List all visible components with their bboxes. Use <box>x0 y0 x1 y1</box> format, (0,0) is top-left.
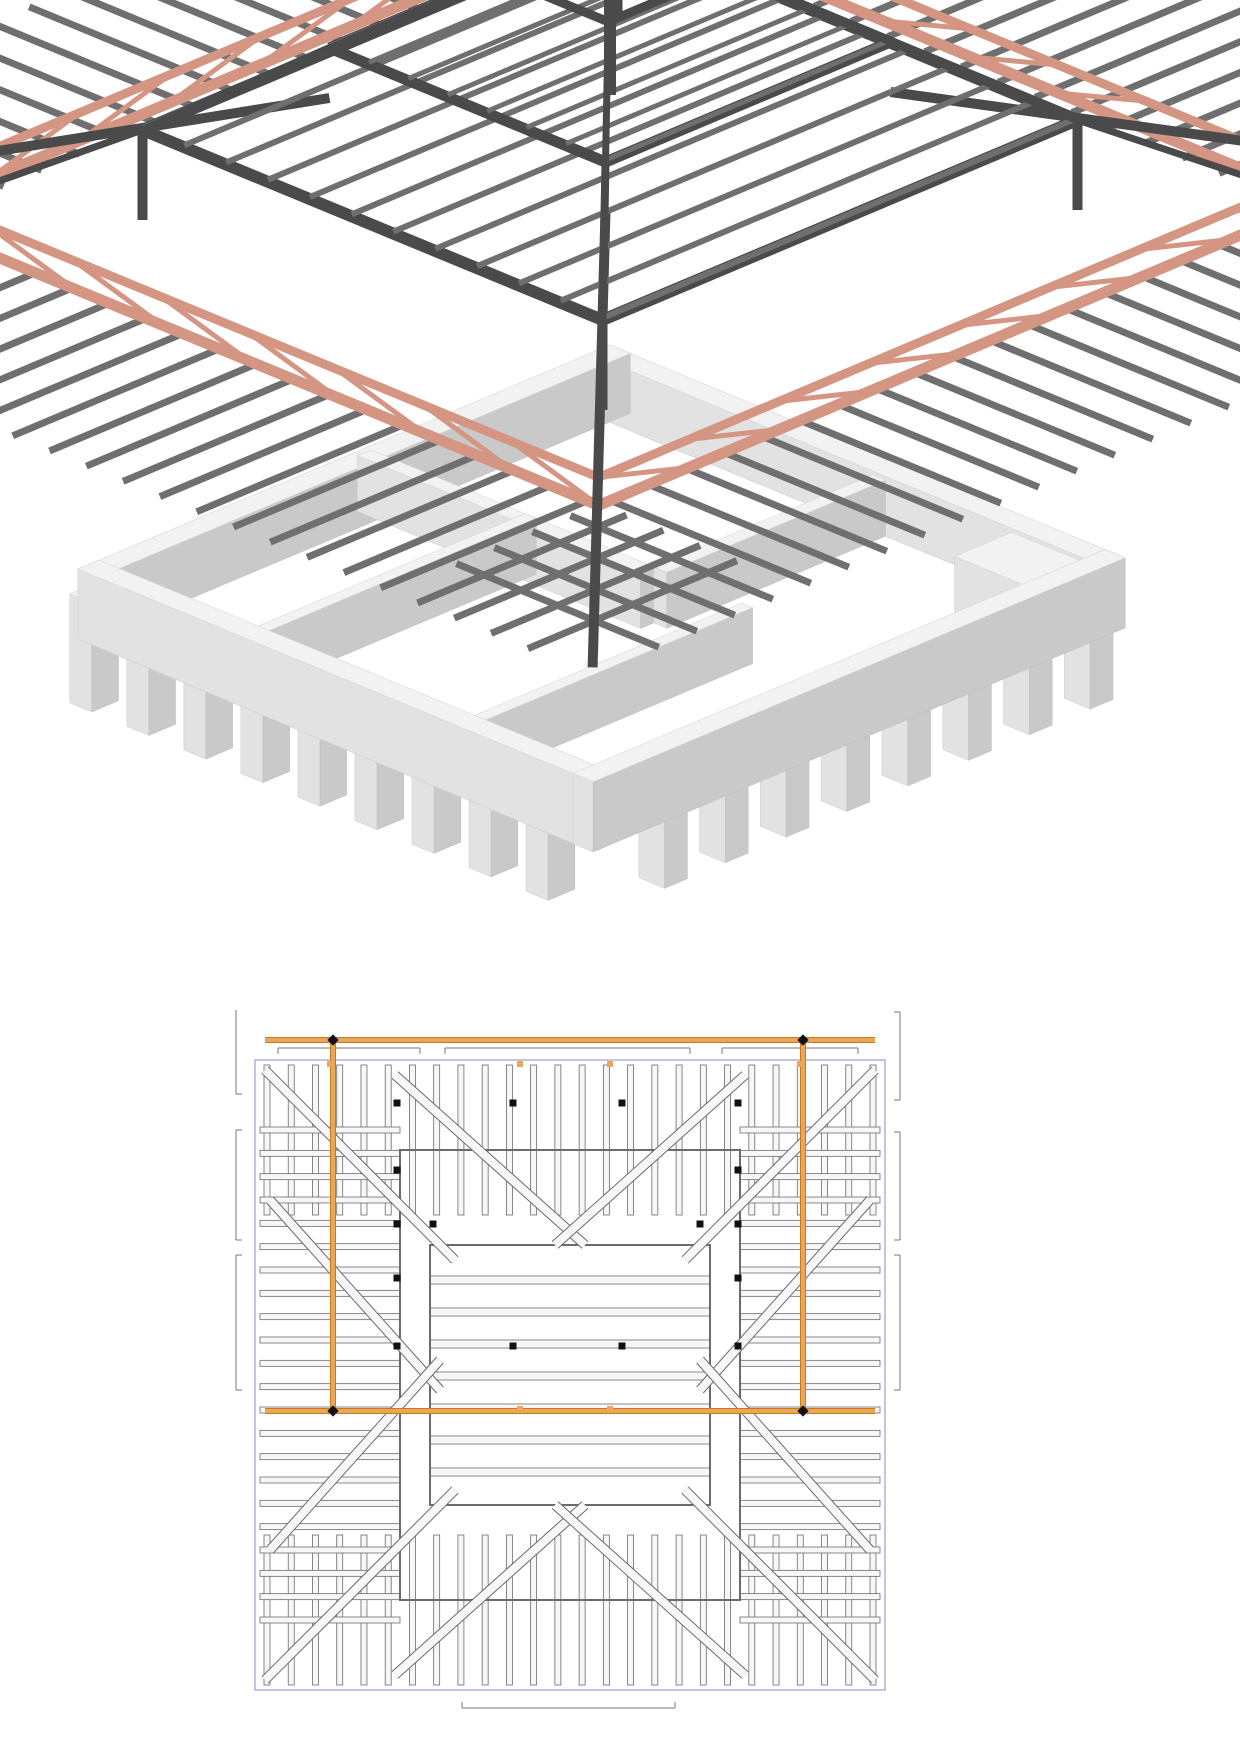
upper-strut <box>603 162 606 320</box>
interior-post <box>394 1167 401 1174</box>
dimension-bracket <box>894 1132 900 1240</box>
interior-post <box>394 1100 401 1107</box>
central-joist <box>430 1436 710 1444</box>
central-joist <box>430 1340 710 1348</box>
rafter-vertical <box>700 1065 706 1215</box>
rafter-vertical <box>773 1535 779 1685</box>
rafter-vertical <box>312 1535 318 1685</box>
rafter-horizontal <box>740 1524 880 1530</box>
dimension-bracket <box>278 1048 420 1054</box>
rafter-vertical <box>652 1065 658 1215</box>
ring-corner-post <box>327 1034 338 1045</box>
rafter-vertical <box>482 1535 488 1685</box>
eave-rafter <box>0 302 111 390</box>
rafter-vertical <box>822 1535 828 1685</box>
interior-post <box>510 1343 517 1350</box>
strut <box>599 320 603 505</box>
dimension-bracket <box>894 1255 900 1390</box>
ring-beam-marker <box>517 1406 523 1412</box>
rafter-horizontal <box>260 1594 400 1600</box>
dimension-bracket <box>236 1010 242 1094</box>
rafter-vertical <box>579 1065 585 1215</box>
rafter-horizontal <box>260 1524 400 1530</box>
interior-post <box>430 1221 437 1228</box>
ring-corner-post <box>797 1034 808 1045</box>
dimension-bracket <box>462 1702 675 1708</box>
rafter-vertical <box>628 1065 634 1215</box>
eave-rafter <box>0 257 1 345</box>
dimension-bracket <box>236 1255 242 1390</box>
dimension-bracket <box>236 1130 242 1240</box>
rafter-horizontal <box>740 1454 880 1460</box>
central-joist <box>430 1468 710 1476</box>
rafter-horizontal <box>260 1547 400 1553</box>
interior-post <box>394 1221 401 1228</box>
rafter-horizontal <box>740 1337 880 1343</box>
rafter-vertical <box>555 1535 561 1685</box>
ring-beam-marker <box>607 1061 613 1067</box>
rafter-horizontal <box>740 1290 880 1296</box>
ring-beam-marker <box>607 1406 613 1412</box>
rafter-vertical <box>579 1535 585 1685</box>
upper-frame-beam <box>330 48 606 162</box>
interior-post <box>735 1221 742 1228</box>
ring-beam-marker <box>517 1061 523 1067</box>
rafter-vertical <box>361 1535 367 1685</box>
rafter-vertical <box>434 1535 440 1685</box>
rafter-vertical <box>870 1535 876 1685</box>
rafter-vertical <box>628 1535 634 1685</box>
rafter-horizontal <box>740 1244 880 1250</box>
rafter-vertical <box>652 1535 658 1685</box>
rafter-vertical <box>700 1535 706 1685</box>
rafter-vertical <box>506 1065 512 1215</box>
rafter-horizontal <box>740 1197 880 1203</box>
rafter-vertical <box>555 1065 561 1215</box>
central-joist <box>430 1276 710 1284</box>
rafter-horizontal <box>740 1360 880 1366</box>
dimension-bracket <box>445 1048 690 1054</box>
roof-framing-plan <box>0 1010 1240 1754</box>
interior-post <box>735 1167 742 1174</box>
ring-beam-marker <box>797 1061 803 1067</box>
interior-post <box>735 1100 742 1107</box>
interior-post <box>394 1343 401 1350</box>
interior-post <box>619 1100 626 1107</box>
rafter-horizontal <box>740 1500 880 1506</box>
interior-post <box>735 1275 742 1282</box>
rafter-vertical <box>264 1065 270 1215</box>
rafter-vertical <box>870 1065 876 1215</box>
rafter-vertical <box>434 1065 440 1215</box>
rafter-horizontal <box>740 1384 880 1390</box>
interior-post <box>735 1343 742 1350</box>
rafter-vertical <box>264 1535 270 1685</box>
eave-rafter <box>0 317 148 405</box>
rafter-vertical <box>361 1065 367 1215</box>
interior-post <box>619 1343 626 1350</box>
ring-beam-marker <box>327 1061 333 1067</box>
rafter-horizontal <box>740 1150 880 1156</box>
rafter-horizontal <box>260 1500 400 1506</box>
rafter-vertical <box>822 1065 828 1215</box>
interior-post <box>394 1275 401 1282</box>
rafter-horizontal <box>740 1220 880 1226</box>
central-joist <box>430 1372 710 1380</box>
rafter-horizontal <box>740 1547 880 1553</box>
inner-frame-beam <box>143 130 603 320</box>
central-joist <box>430 1308 710 1316</box>
rafter-vertical <box>506 1535 512 1685</box>
rafter-horizontal <box>260 1454 400 1460</box>
dimension-bracket <box>894 1012 900 1100</box>
rafter-vertical <box>482 1065 488 1215</box>
wall-face <box>573 773 593 851</box>
rafter-vertical <box>312 1065 318 1215</box>
dimension-bracket <box>722 1048 858 1054</box>
rafter-vertical <box>773 1065 779 1215</box>
interior-post <box>510 1100 517 1107</box>
interior-post <box>697 1221 704 1228</box>
rafter-horizontal <box>740 1594 880 1600</box>
